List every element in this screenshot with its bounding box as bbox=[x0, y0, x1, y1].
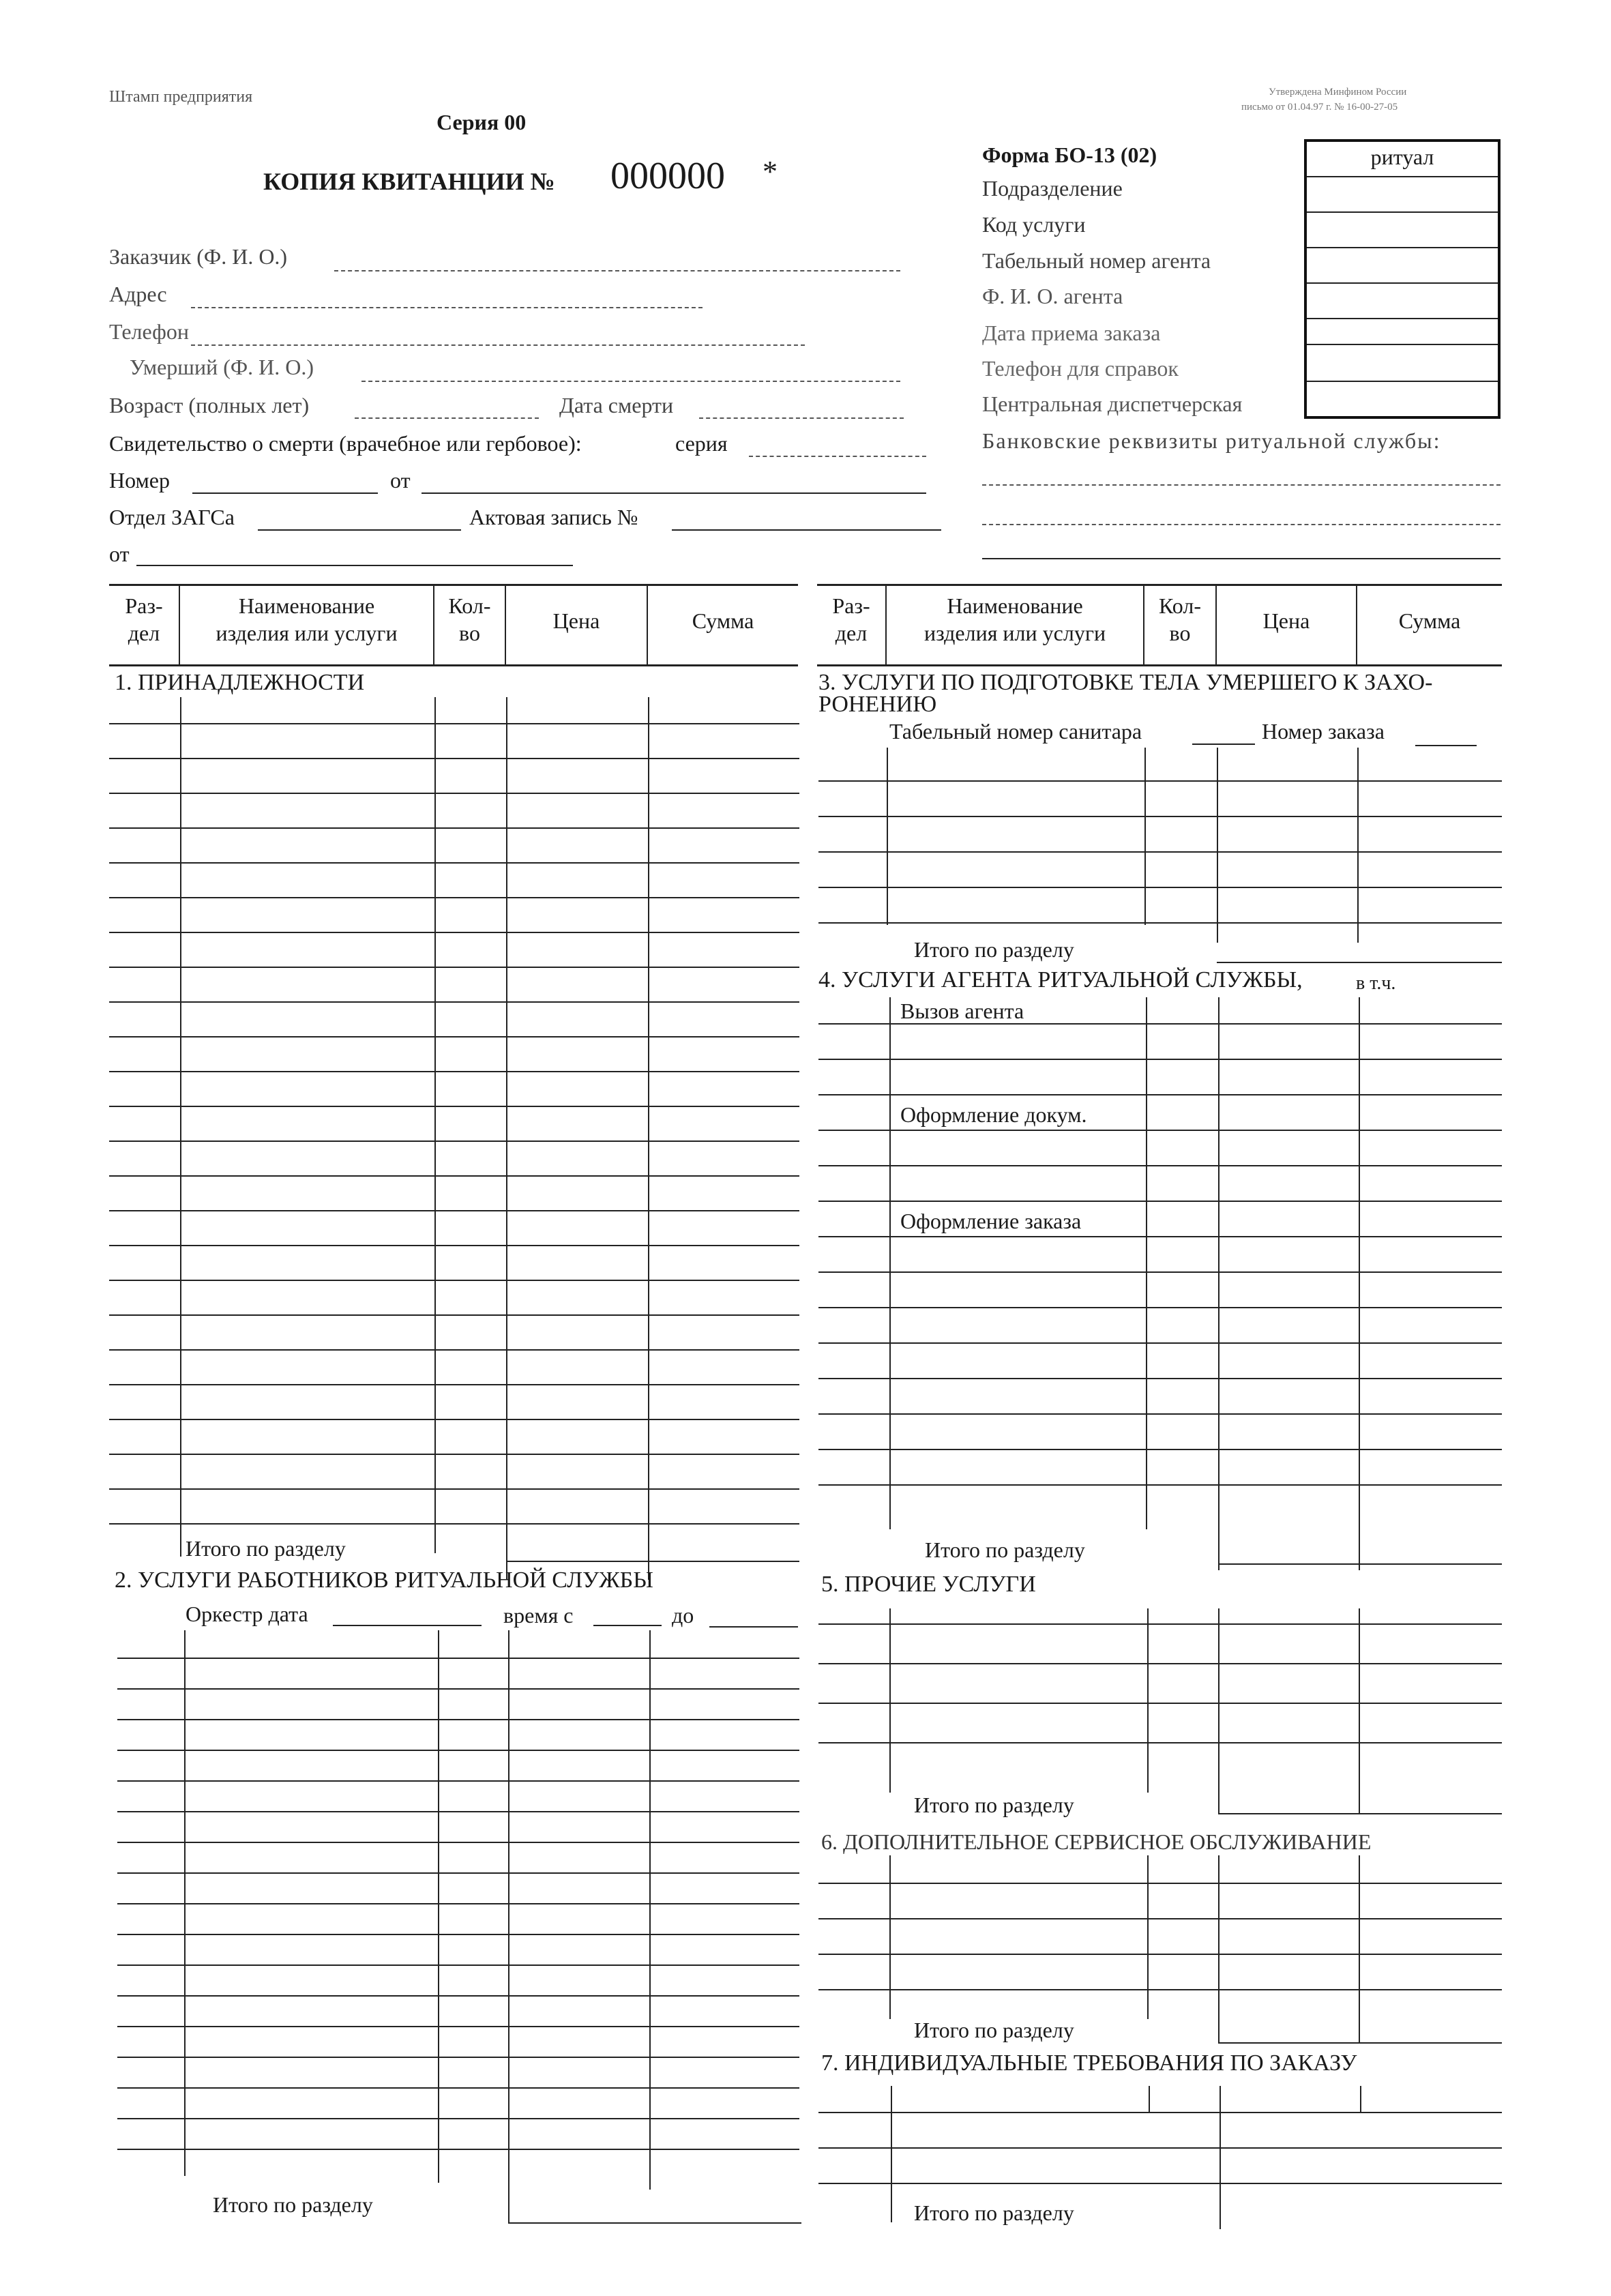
subtotal-line bbox=[1218, 1813, 1502, 1814]
customer-label: Заказчик (Ф. И. О.) bbox=[109, 244, 288, 269]
col-divider bbox=[1357, 748, 1359, 943]
table-row[interactable] bbox=[818, 2112, 1502, 2113]
section-5-subtotal: Итого по разделу bbox=[914, 1793, 1074, 1817]
bank-line bbox=[982, 558, 1501, 559]
col-divider bbox=[1149, 2086, 1150, 2113]
table-row[interactable] bbox=[818, 1954, 1502, 1955]
table-row[interactable] bbox=[818, 1307, 1502, 1308]
table-row[interactable] bbox=[109, 932, 799, 933]
table-row[interactable] bbox=[818, 1342, 1502, 1344]
section-6-title: 6. ДОПОЛНИТЕЛЬНОЕ СЕРВИСНОЕ ОБСЛУЖИВАНИЕ bbox=[821, 1829, 1372, 1854]
registry-label: Отдел ЗАГСа bbox=[109, 505, 235, 529]
table-row[interactable] bbox=[818, 1918, 1502, 1919]
col-divider bbox=[887, 748, 888, 925]
sanitar-number-label: Табельный номер санитара bbox=[889, 719, 1142, 744]
sanitar-number-field[interactable] bbox=[1192, 744, 1255, 745]
col-divider bbox=[438, 1630, 439, 2183]
table-row[interactable] bbox=[109, 1071, 799, 1072]
table-row[interactable] bbox=[818, 1703, 1502, 1704]
label-agent-number: Табельный номер агента bbox=[982, 248, 1211, 273]
table-row[interactable] bbox=[818, 1883, 1502, 1884]
label-agent-name: Ф. И. О. агента bbox=[982, 284, 1123, 308]
asterisk-mark: * bbox=[763, 155, 778, 188]
section-3-title-cont: РОНЕНИЮ bbox=[818, 692, 937, 717]
table-row[interactable] bbox=[818, 780, 1502, 782]
act-record-field[interactable] bbox=[672, 529, 941, 531]
address-label: Адрес bbox=[109, 282, 167, 306]
form-code: Форма БО-13 (02) bbox=[982, 143, 1157, 167]
table-row[interactable] bbox=[109, 1175, 799, 1177]
subtotal-line bbox=[1218, 1563, 1502, 1565]
death-date-field[interactable] bbox=[699, 417, 904, 419]
orchestra-date-label: Оркестр дата bbox=[186, 1602, 308, 1626]
act-from-label: от bbox=[109, 542, 130, 566]
orchestra-time-field[interactable] bbox=[593, 1625, 662, 1626]
box-line bbox=[1307, 176, 1498, 177]
table-row[interactable] bbox=[117, 1872, 799, 1874]
table-row[interactable] bbox=[818, 1236, 1502, 1237]
subtotal-line bbox=[508, 2222, 801, 2224]
approval-line-2: письмо от 01.04.97 г. № 16-00-27-05 bbox=[1241, 102, 1398, 113]
orchestra-time-label: время с bbox=[503, 1603, 574, 1628]
table-row[interactable] bbox=[818, 1201, 1502, 1202]
section-4-subtotal: Итого по разделу bbox=[925, 1537, 1085, 1562]
label-order-date: Дата приема заказа bbox=[982, 321, 1161, 345]
death-date-label: Дата смерти bbox=[559, 393, 674, 417]
table-row[interactable] bbox=[109, 758, 799, 759]
table-row[interactable] bbox=[818, 1378, 1502, 1379]
agent-call-label: Вызов агента bbox=[900, 999, 1024, 1023]
table-row[interactable] bbox=[818, 851, 1502, 853]
box-header-ritual: ритуал bbox=[1370, 145, 1434, 169]
table-row[interactable] bbox=[117, 1811, 799, 1812]
label-service-code: Код услуги bbox=[982, 212, 1086, 237]
col-divider bbox=[889, 1855, 891, 2019]
table-row[interactable] bbox=[818, 2147, 1502, 2149]
table-border bbox=[817, 664, 1502, 666]
col-header-name: изделия или услуги bbox=[923, 621, 1106, 645]
service-code-box bbox=[1304, 139, 1501, 419]
label-central-dispatch: Центральная диспетчерская bbox=[982, 392, 1243, 416]
col-divider bbox=[1359, 1608, 1360, 1813]
box-line bbox=[1307, 318, 1498, 319]
table-row[interactable] bbox=[818, 1094, 1502, 1095]
section-7-subtotal: Итого по разделу bbox=[914, 2201, 1074, 2225]
table-row[interactable] bbox=[818, 816, 1502, 817]
box-line bbox=[1307, 211, 1498, 213]
certificate-from-field[interactable] bbox=[422, 492, 926, 494]
section-5-title: 5. ПРОЧИЕ УСЛУГИ bbox=[821, 1572, 1036, 1597]
certificate-from-label: от bbox=[390, 468, 411, 492]
table-row[interactable] bbox=[818, 1271, 1502, 1273]
col-header-qty: во bbox=[459, 621, 480, 645]
section-2-title: 2. УСЛУГИ РАБОТНИКОВ РИТУАЛЬНОЙ СЛУЖБЫ bbox=[115, 1568, 653, 1593]
col-divider bbox=[1218, 1608, 1220, 1813]
age-label: Возраст (полных лет) bbox=[109, 393, 310, 417]
table-row[interactable] bbox=[109, 1001, 799, 1003]
box-line bbox=[1307, 381, 1498, 382]
table-row[interactable] bbox=[818, 1663, 1502, 1664]
col-divider bbox=[891, 2086, 892, 2222]
table-row[interactable] bbox=[109, 967, 799, 968]
table-row[interactable] bbox=[117, 2026, 799, 2027]
section-1-title: 1. ПРИНАДЛЕЖНОСТИ bbox=[115, 670, 365, 695]
col-header-qty: во bbox=[1169, 621, 1191, 645]
col-divider bbox=[180, 697, 181, 1557]
table-row[interactable] bbox=[818, 1413, 1502, 1415]
deceased-field[interactable] bbox=[361, 381, 900, 382]
section-3-title: 3. УСЛУГИ ПО ПОДГОТОВКЕ ТЕЛА УМЕРШЕГО К ЗАХО- bbox=[818, 670, 1433, 695]
table-row[interactable] bbox=[109, 1419, 799, 1420]
col-divider bbox=[1217, 748, 1218, 943]
col-header-sum: Сумма bbox=[1398, 608, 1461, 633]
table-row[interactable] bbox=[117, 1719, 799, 1720]
table-row[interactable] bbox=[109, 723, 799, 724]
section-4-title: 4. УСЛУГИ АГЕНТА РИТУАЛЬНОЙ СЛУЖБЫ, bbox=[818, 967, 1303, 992]
phone-field[interactable] bbox=[191, 344, 805, 346]
bank-line bbox=[982, 524, 1501, 525]
stamp-label: Штамп предприятия bbox=[109, 88, 253, 106]
order-processing-label: Оформление заказа bbox=[900, 1209, 1082, 1233]
col-header-name: Наименование bbox=[947, 593, 1083, 618]
label-info-phone: Телефон для справок bbox=[982, 356, 1179, 381]
table-row[interactable] bbox=[117, 1995, 799, 1997]
subtotal-line bbox=[1218, 2042, 1502, 2044]
col-divider bbox=[1147, 1855, 1149, 2019]
certificate-number-field[interactable] bbox=[192, 492, 378, 494]
deceased-label: Умерший (Ф. И. О.) bbox=[130, 355, 314, 379]
box-line bbox=[1307, 247, 1498, 248]
table-row[interactable] bbox=[818, 1484, 1502, 1486]
table-border bbox=[109, 664, 798, 666]
order-number-field[interactable] bbox=[1415, 745, 1477, 746]
col-header-sum: Сумма bbox=[692, 608, 754, 633]
col-header-name: Наименование bbox=[238, 593, 375, 618]
col-divider bbox=[1144, 748, 1146, 925]
table-row[interactable] bbox=[109, 827, 799, 829]
age-field[interactable] bbox=[355, 417, 539, 419]
documents-label: Оформление докум. bbox=[900, 1102, 1087, 1127]
table-row[interactable] bbox=[109, 1454, 799, 1455]
col-divider bbox=[506, 697, 507, 1580]
col-divider bbox=[889, 1608, 891, 1793]
col-header-price: Цена bbox=[552, 608, 600, 633]
bank-details-label: Банковские реквизиты ритуальной службы: bbox=[982, 428, 1441, 453]
col-divider bbox=[1360, 2086, 1361, 2113]
act-from-field[interactable] bbox=[136, 565, 573, 566]
orchestra-date-field[interactable] bbox=[333, 1625, 482, 1626]
table-row[interactable] bbox=[818, 1165, 1502, 1166]
table-row[interactable] bbox=[818, 1023, 1502, 1025]
col-divider bbox=[649, 1630, 651, 2190]
col-header-section: Раз- bbox=[125, 593, 163, 618]
act-record-label: Актовая запись № bbox=[469, 505, 638, 529]
receipt-number: 000000 bbox=[610, 155, 725, 197]
table-row[interactable] bbox=[818, 1449, 1502, 1450]
table-row[interactable] bbox=[117, 1750, 799, 1751]
table-row[interactable] bbox=[117, 2057, 799, 2058]
customer-field[interactable] bbox=[334, 270, 900, 271]
table-row[interactable] bbox=[818, 1742, 1502, 1743]
certificate-series-label: серия bbox=[675, 431, 728, 456]
table-row[interactable] bbox=[818, 887, 1502, 888]
col-divider bbox=[1220, 2086, 1221, 2229]
section-6-subtotal: Итого по разделу bbox=[914, 2018, 1074, 2042]
section-2-subtotal: Итого по разделу bbox=[213, 2192, 373, 2217]
table-row[interactable] bbox=[818, 922, 1502, 924]
table-row[interactable] bbox=[109, 1280, 799, 1281]
receipt-title: КОПИЯ КВИТАНЦИИ № bbox=[263, 168, 555, 195]
table-border bbox=[817, 584, 1502, 586]
table-row[interactable] bbox=[117, 1842, 799, 1843]
table-row[interactable] bbox=[117, 1658, 799, 1659]
certificate-label: Свидетельство о смерти (врачебное или гербовое): bbox=[109, 431, 582, 456]
section-7-title: 7. ИНДИВИДУАЛЬНЫЕ ТРЕБОВАНИЯ ПО ЗАКАЗУ bbox=[821, 2050, 1357, 2076]
label-subdivision: Подразделение bbox=[982, 176, 1123, 201]
section-1-subtotal: Итого по разделу bbox=[186, 1536, 346, 1561]
registry-field[interactable] bbox=[258, 529, 461, 531]
table-row[interactable] bbox=[818, 1989, 1502, 1990]
address-field[interactable] bbox=[191, 307, 703, 308]
order-number-label: Номер заказа bbox=[1262, 719, 1385, 744]
certificate-number-label: Номер bbox=[109, 468, 170, 492]
table-row[interactable] bbox=[109, 1210, 799, 1211]
table-row[interactable] bbox=[117, 1934, 799, 1935]
section-3-subtotal: Итого по разделу bbox=[914, 937, 1074, 962]
table-row[interactable] bbox=[109, 1349, 799, 1351]
table-border bbox=[109, 584, 798, 586]
table-row[interactable] bbox=[818, 1130, 1502, 1131]
table-row[interactable] bbox=[117, 1688, 799, 1690]
col-divider bbox=[434, 697, 436, 1553]
orchestra-to-field[interactable] bbox=[709, 1626, 798, 1628]
table-row[interactable] bbox=[109, 1488, 799, 1490]
table-row[interactable] bbox=[109, 1140, 799, 1142]
table-row[interactable] bbox=[818, 2183, 1502, 2184]
table-row[interactable] bbox=[109, 1523, 799, 1525]
series-label: Серия 00 bbox=[437, 110, 527, 134]
col-header-section: дел bbox=[835, 621, 868, 645]
table-row[interactable] bbox=[117, 1780, 799, 1782]
col-divider bbox=[648, 697, 649, 1580]
table-row[interactable] bbox=[109, 897, 799, 898]
approval-line-1: Утверждена Минфином России bbox=[1269, 87, 1407, 98]
table-row[interactable] bbox=[117, 2149, 799, 2150]
subtotal-line bbox=[506, 1561, 799, 1562]
table-row[interactable] bbox=[818, 1059, 1502, 1060]
box-line bbox=[1307, 344, 1498, 345]
table-row[interactable] bbox=[117, 2118, 799, 2119]
table-row[interactable] bbox=[117, 2087, 799, 2089]
table-row[interactable] bbox=[109, 862, 799, 864]
table-row[interactable] bbox=[109, 1384, 799, 1385]
col-divider bbox=[1147, 1608, 1149, 1793]
table-row[interactable] bbox=[109, 1314, 799, 1316]
orchestra-to-label: до bbox=[672, 1603, 694, 1628]
table-row[interactable] bbox=[117, 1903, 799, 1904]
table-row[interactable] bbox=[109, 1036, 799, 1037]
subtotal-line bbox=[1217, 962, 1502, 963]
certificate-series-field[interactable] bbox=[749, 456, 926, 457]
col-header-qty: Кол- bbox=[448, 593, 491, 618]
bank-line bbox=[982, 484, 1501, 486]
table-row[interactable] bbox=[109, 1106, 799, 1107]
col-header-name: изделия или услуги bbox=[216, 621, 398, 645]
table-row[interactable] bbox=[109, 1245, 799, 1246]
col-header-price: Цена bbox=[1262, 608, 1310, 633]
section-4-incl: в т.ч. bbox=[1356, 973, 1396, 994]
table-row[interactable] bbox=[109, 793, 799, 794]
col-header-qty: Кол- bbox=[1159, 593, 1201, 618]
table-row[interactable] bbox=[818, 1623, 1502, 1625]
col-header-section: дел bbox=[128, 621, 160, 645]
box-line bbox=[1307, 282, 1498, 284]
phone-label: Телефон bbox=[109, 319, 189, 344]
col-header-section: Раз- bbox=[832, 593, 870, 618]
table-row[interactable] bbox=[117, 1964, 799, 1966]
